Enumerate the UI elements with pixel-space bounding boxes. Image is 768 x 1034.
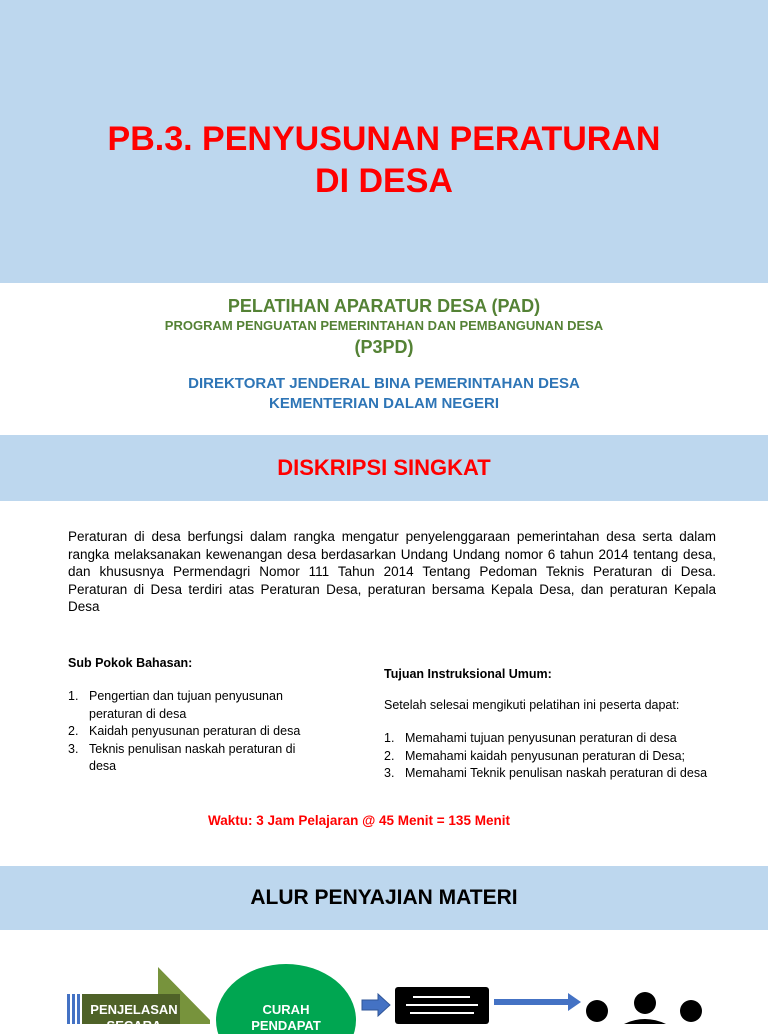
description-paragraph: Peraturan di desa berfungsi dalam rangka mengatur penyelenggaraan pemerintahan desa serta dalam rangka melaksanakan kewenangan desa berdasarkan Undang Undang nomor 6 tahun 2014 tentang desa, dan khususnya Permendagri Nomor 111 Tahun 2014 Tentang Pedoman Teknis Peraturan di Desa. Peraturan di Desa terdiri atas Peraturan Desa, peraturan bersama Kepala Desa, dan peraturan Kepala Desa bbox=[68, 529, 716, 614]
page-title bbox=[0, 118, 768, 202]
person-icon bbox=[586, 1000, 608, 1022]
list-number: 1. bbox=[68, 689, 79, 703]
flow-step-1-label-line-1: PENJELASAN bbox=[90, 1002, 178, 1017]
flow-step-1-label bbox=[84, 1002, 184, 1034]
section-heading-description-text: DISKRIPSI SINGKAT bbox=[277, 455, 491, 480]
section-heading-description bbox=[0, 435, 768, 501]
list-number: 3. bbox=[384, 766, 395, 780]
org-block bbox=[0, 295, 768, 414]
list-item bbox=[384, 730, 754, 748]
duration-note: Waktu: 3 Jam Pelajaran @ 45 Menit = 135 Menit bbox=[208, 813, 510, 828]
list-text: Memahami Teknik penulisan naskah peraturan di desa bbox=[405, 766, 708, 780]
title-line-1 bbox=[0, 118, 768, 160]
flow-connector-arrow-1 bbox=[362, 994, 390, 1016]
sub-topics-heading: Sub Pokok Bahasan: bbox=[68, 656, 193, 670]
list-text: Teknis penulisan naskah peraturan di desa bbox=[89, 741, 296, 773]
person-body-icon bbox=[624, 1019, 666, 1024]
list-item bbox=[68, 741, 308, 776]
flow-connector-arrow-2 bbox=[494, 993, 581, 1011]
flow-step-2-label-line-1: CURAH bbox=[262, 1002, 310, 1017]
directorate: DIREKTORAT JENDERAL BINA PEMERINTAHAN DESA bbox=[188, 375, 580, 392]
title-line-2: DI DESA bbox=[315, 162, 453, 200]
list-number: 2. bbox=[384, 748, 395, 763]
flow-step-2-label-line-2: PENDAPAT bbox=[251, 1018, 321, 1033]
flow-stripe bbox=[72, 994, 75, 1024]
flow-diagram bbox=[0, 950, 768, 1033]
list-number: 1. bbox=[384, 731, 395, 745]
list-text: Memahami kaidah penyusunan peraturan di Desa; bbox=[405, 748, 686, 763]
objectives-intro: Setelah selesai mengikuti pelatihan ini peserta dapat: bbox=[384, 698, 680, 712]
flow-step-1-label-line-2: SECARA bbox=[106, 1018, 162, 1033]
sub-topics-list bbox=[68, 688, 308, 776]
program-code: (P3PD) bbox=[354, 337, 414, 357]
list-text: Pengertian dan tujuan penyusunan peraturan di desa bbox=[89, 689, 283, 721]
list-item bbox=[384, 748, 754, 766]
list-text: Memahami tujuan penyusunan peraturan di desa bbox=[405, 731, 677, 745]
title-prefix: PB.3. bbox=[107, 120, 193, 158]
list-item bbox=[68, 688, 308, 723]
list-item bbox=[68, 723, 308, 741]
objectives-list bbox=[384, 730, 754, 783]
flow-stripe bbox=[67, 994, 70, 1024]
program-name: PELATIHAN APARATUR DESA (PAD) bbox=[227, 296, 541, 316]
flow-stripe bbox=[77, 994, 80, 1024]
list-item bbox=[384, 765, 754, 783]
list-text: Kaidah penyusunan peraturan di desa bbox=[89, 724, 301, 738]
objectives-heading: Tujuan Instruksional Umum: bbox=[384, 667, 552, 681]
list-number: 3. bbox=[68, 741, 79, 756]
flow-step-2-label bbox=[216, 1002, 356, 1034]
person-icon bbox=[680, 1000, 702, 1022]
section-heading-flow-text: ALUR PENYAJIAN MATERI bbox=[250, 886, 518, 909]
ministry: KEMENTERIAN DALAM NEGERI bbox=[268, 395, 499, 412]
section-heading-flow bbox=[0, 866, 768, 930]
program-subtitle: PROGRAM PENGUATAN PEMERINTAHAN DAN PEMBANGUNAN DESA bbox=[164, 318, 604, 333]
title-line-1-text: PENYUSUNAN PERATURAN bbox=[202, 120, 661, 158]
person-icon bbox=[634, 992, 656, 1014]
list-number: 2. bbox=[68, 724, 79, 738]
